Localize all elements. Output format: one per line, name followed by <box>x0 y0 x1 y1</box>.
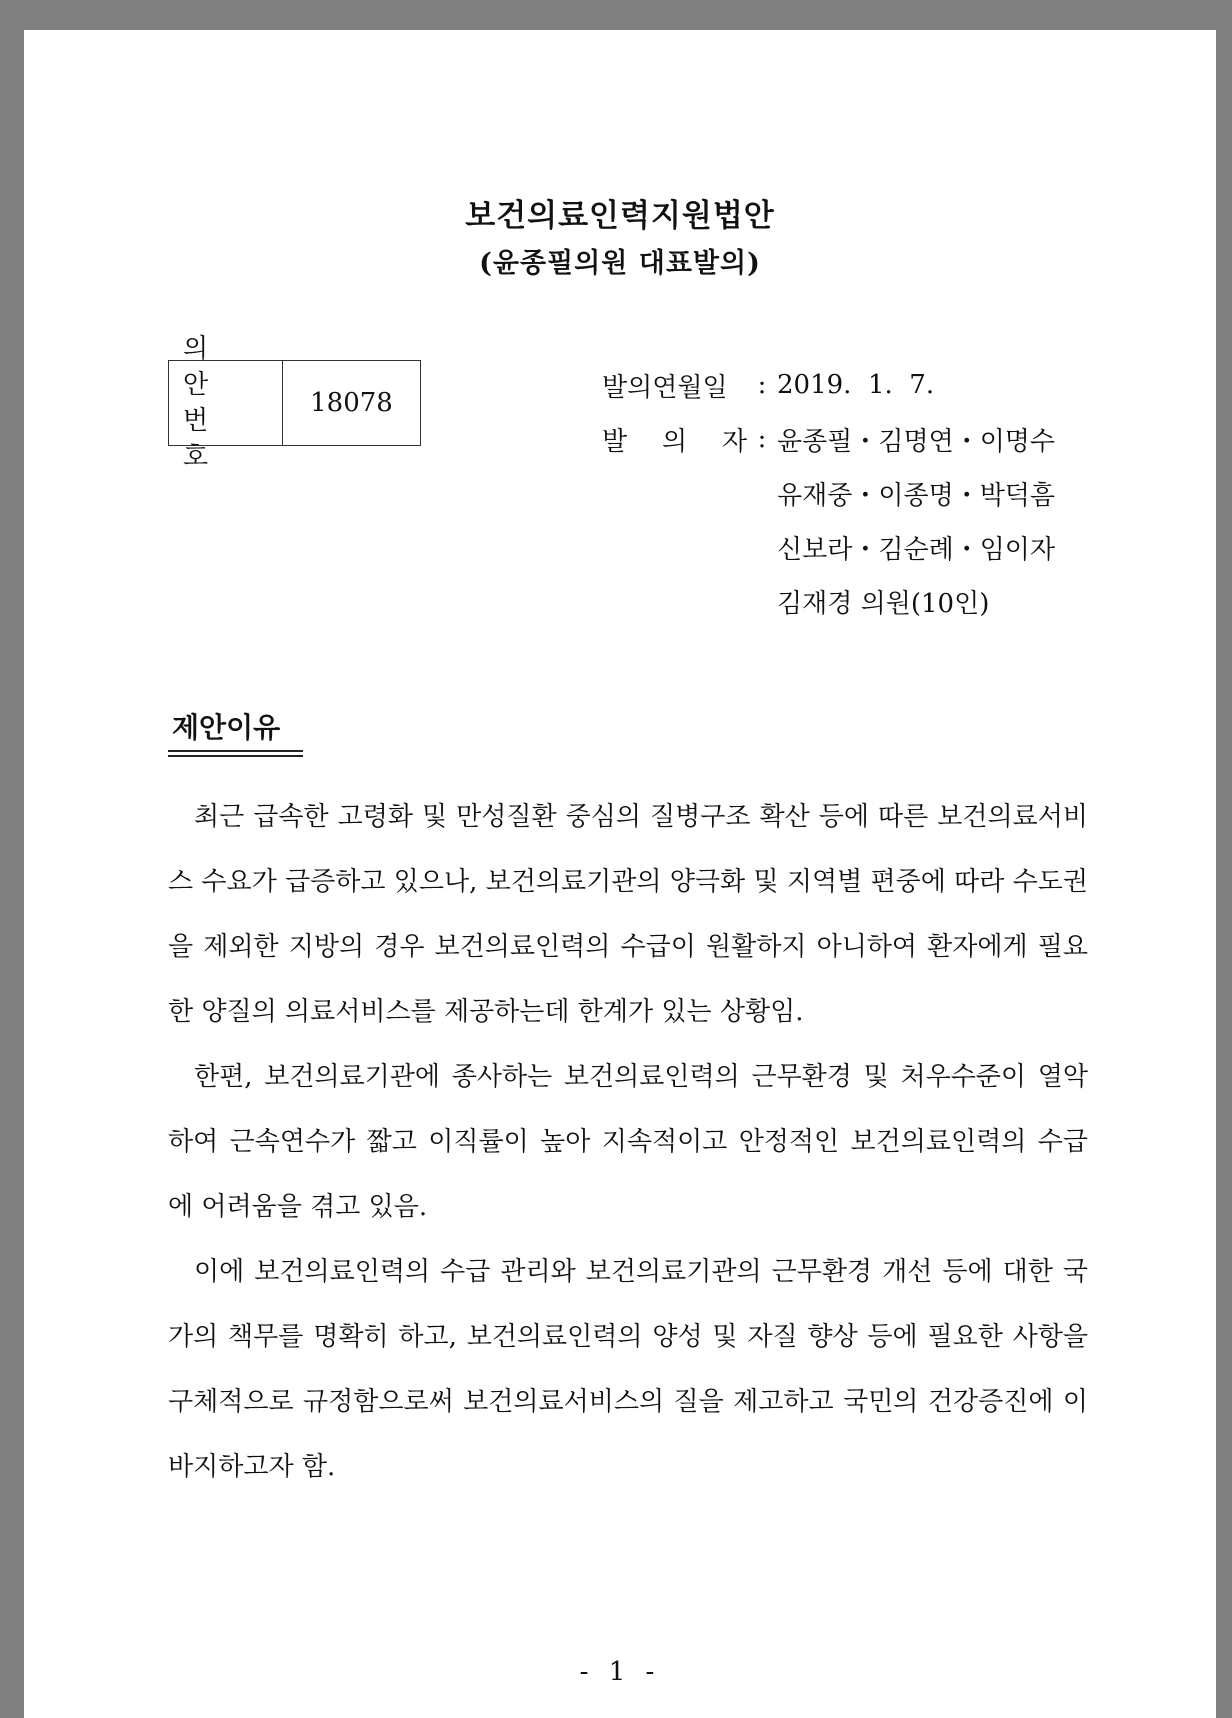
page-number: - 1 - <box>579 1657 661 1687</box>
proposal-date-value: 2019. 1. 7. <box>777 370 935 400</box>
proposers-row <box>602 520 1055 574</box>
proposers-line: 신보라・김순례・임이자 <box>777 534 1056 565</box>
proposers-line: 김재경 의원(10인) <box>777 588 990 619</box>
proposers-label-char: 의 <box>661 426 688 457</box>
document-page <box>24 30 1216 1718</box>
section-heading: 제안이유 <box>172 711 281 744</box>
proposal-date-row <box>602 358 1055 412</box>
proposers-row <box>602 574 1055 628</box>
proposers-label <box>602 421 747 458</box>
proposers-row <box>602 466 1055 520</box>
bill-metadata <box>602 358 1055 628</box>
bill-label-line-2: 번 호 <box>183 406 223 472</box>
document-title: 보건의료인력지원법안 <box>465 198 775 234</box>
proposal-reason-body <box>168 785 1088 1500</box>
proposers-line: 유재중・이종명・박덕흠 <box>777 480 1056 511</box>
section-heading-underline <box>168 750 303 752</box>
body-paragraph: 이에 보건의료인력의 수급 관리와 보건의료기관의 근무환경 개선 등에 대한 국가의 책무를 명확히 하고, 보건의료인력의 양성 및 자질 향상 등에 필요한 사항을 구체적으로 규정함으로써 보건의료서비스의 질을 제고하고 국민의 건강증진에 이바지하고자 함. <box>168 1257 1088 1482</box>
proposers-label-char: 자 <box>721 426 747 457</box>
bill-label-line-1: 의 안 <box>183 334 223 400</box>
proposers-label-char: 발 <box>602 426 628 457</box>
proposers-colon: : <box>757 424 767 454</box>
bill-number-box <box>168 334 421 472</box>
proposers-row <box>602 412 1055 466</box>
bill-number-label <box>169 334 283 472</box>
proposers-line: 윤종필・김명연・이명수 <box>777 426 1056 457</box>
section-heading-underline <box>168 755 303 757</box>
bill-number-value: 18078 <box>310 388 393 418</box>
body-paragraph: 최근 급속한 고령화 및 만성질환 중심의 질병구조 확산 등에 따른 보건의료서비스 수요가 급증하고 있으나, 보건의료기관의 양극화 및 지역별 편중에 따라 수도권을 제외한 지방의 경우 보건의료인력의 수급이 원활하지 아니하여 환자에게 필요한 양질의 의료서비스를 제공하는데 한계가 있는 상황임. <box>168 802 1088 1027</box>
document-subtitle: (윤종필의원 대표발의) <box>479 248 761 279</box>
body-paragraph: 한편, 보건의료기관에 종사하는 보건의료인력의 근무환경 및 처우수준이 열악하여 근속연수가 짧고 이직률이 높아 지속적이고 안정적인 보건의료인력의 수급에 어려움을 겪고 있음. <box>168 1062 1088 1222</box>
proposal-date-label: 발의연월일 <box>602 372 728 403</box>
proposal-date-colon: : <box>757 370 767 400</box>
